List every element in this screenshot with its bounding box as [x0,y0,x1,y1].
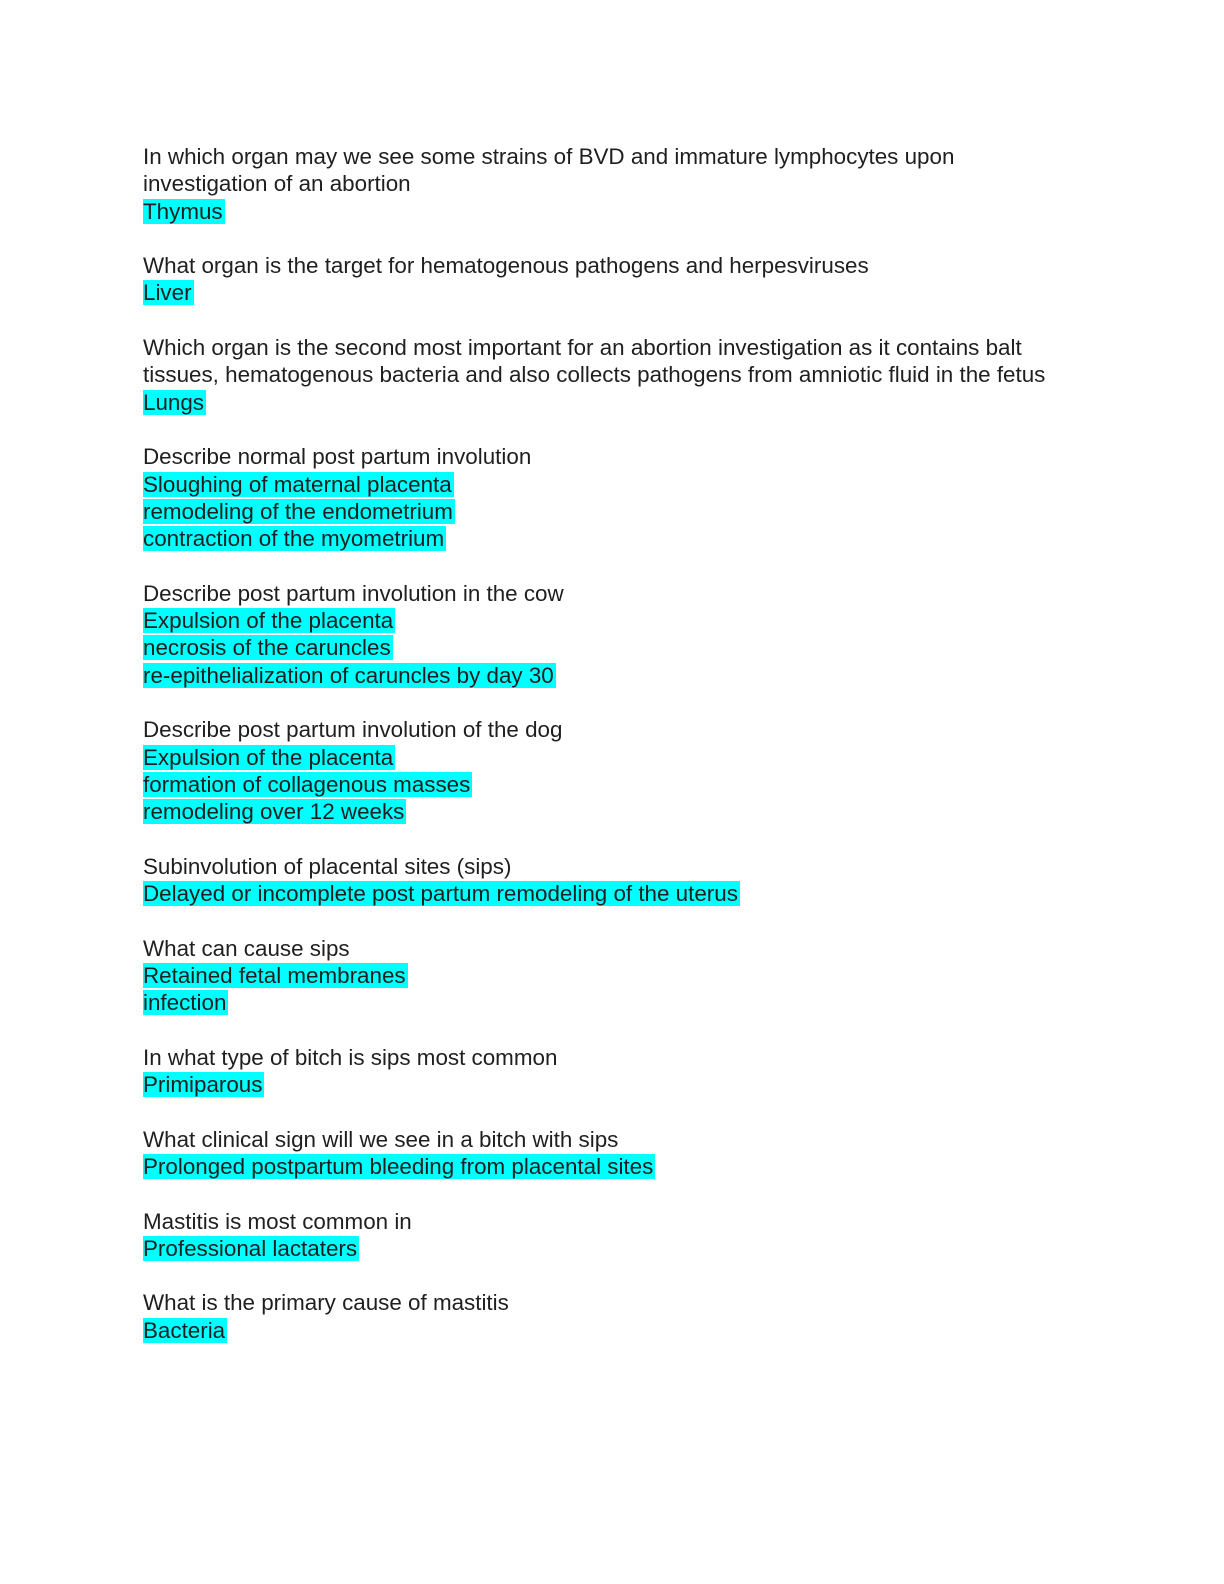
answer-text: Bacteria [143,1317,226,1343]
answer-text: Sloughing of maternal placenta [143,471,452,497]
answer-text: Professional lactaters [143,1235,358,1261]
answer-text: Expulsion of the placenta [143,744,394,770]
qa-item-sips-clinical-sign [143,1126,1083,1181]
answer-text: infection [143,990,227,1016]
question-text: What can cause sips [143,935,350,961]
question-text: What is the primary cause of mastitis [143,1290,509,1316]
answer-text: contraction of the myometrium [143,526,445,552]
answer-text: Expulsion of the placenta [143,608,394,634]
qa-item-sips-bitch-type [143,1044,1083,1099]
qa-item-sips-causes [143,935,1083,1017]
qa-item-mastitis-cause [143,1289,1083,1344]
question-text: What organ is the target for hematogenous pathogens and herpesviruses [143,253,869,279]
question-text: Describe post partum involution of the dog [143,717,563,743]
answer-text: Delayed or incomplete post partum remodeling of the uterus [143,881,738,907]
qa-item-cow-involution [143,580,1083,689]
answer-text: Lungs [143,389,205,415]
answer-text: formation of collagenous masses [143,771,471,797]
answer-text: Retained fetal membranes [143,962,406,988]
qa-item-sips-definition [143,853,1083,908]
question-text: Mastitis is most common in [143,1208,412,1234]
question-text: Which organ is the second most important for an abortion investigation as it contains balt tissues, hematogenous bacteria and also collects pathogens from amniotic fluid in the fetus [143,335,1046,388]
answer-text: remodeling of the endometrium [143,498,453,524]
qa-item-lungs [143,334,1083,416]
qa-item-mastitis-common [143,1208,1083,1263]
qa-item-normal-involution [143,443,1083,552]
question-text: What clinical sign will we see in a bitch with sips [143,1126,619,1152]
question-text: In what type of bitch is sips most common [143,1044,558,1070]
question-text: Describe normal post partum involution [143,444,532,470]
document-page [143,143,1083,1371]
qa-item-thymus [143,143,1083,225]
answer-text: Liver [143,280,192,306]
answer-text: Prolonged postpartum bleeding from placental sites [143,1153,654,1179]
answer-text: necrosis of the caruncles [143,635,391,661]
question-text: Subinvolution of placental sites (sips) [143,853,512,879]
qa-item-liver [143,252,1083,307]
answer-text: remodeling over 12 weeks [143,799,405,825]
answer-text: Primiparous [143,1072,263,1098]
answer-text: re-epithelialization of caruncles by day 30 [143,662,554,688]
qa-item-dog-involution [143,716,1083,825]
question-text: In which organ may we see some strains of BVD and immature lymphocytes upon investigation of an abortion [143,144,955,197]
question-text: Describe post partum involution in the cow [143,580,564,606]
answer-text: Thymus [143,198,223,224]
